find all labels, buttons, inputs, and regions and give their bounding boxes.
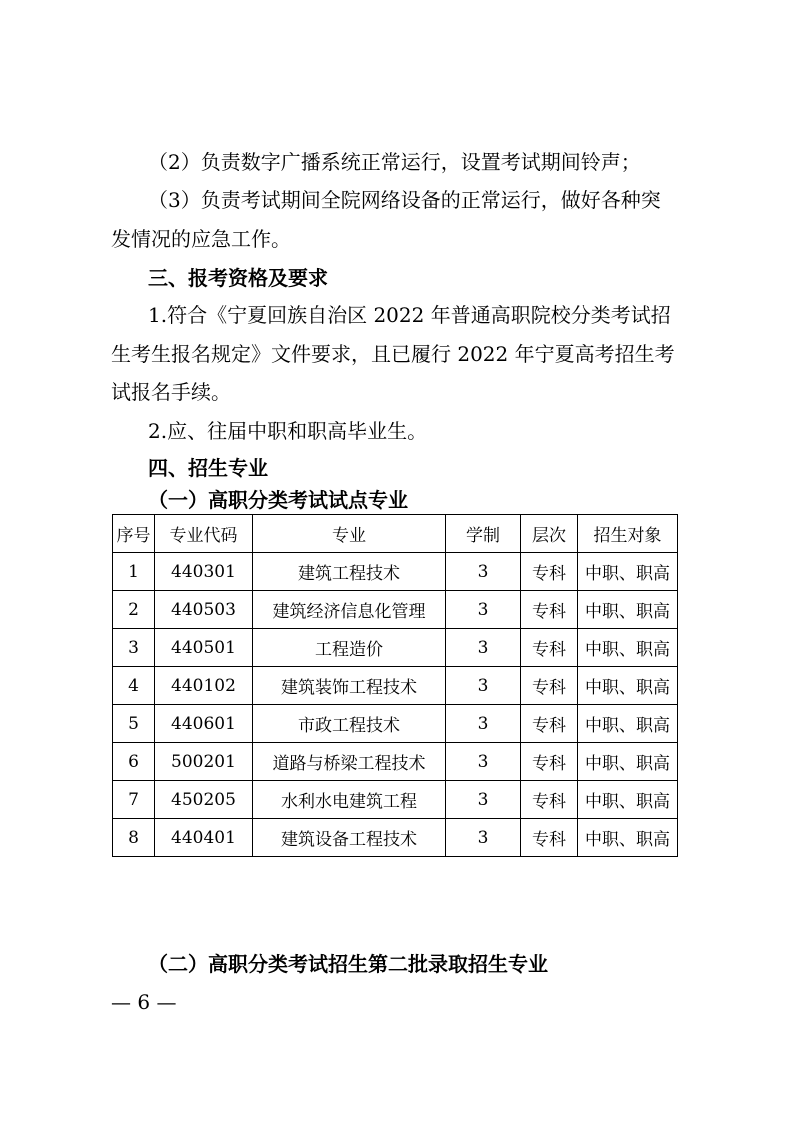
cell-index: 1 [113,553,155,591]
paragraph-requirement-1-line3: 试报名手续。 [111,380,231,404]
cell-index: 8 [113,819,155,857]
cell-level: 专科 [521,705,578,743]
cell-major-code: 440601 [155,705,253,743]
table-header-row [113,515,678,553]
header-target: 招生对象 [578,515,678,553]
header-duration: 学制 [446,515,521,553]
majors-table [112,514,678,857]
cell-level: 专科 [521,629,578,667]
table-row [113,819,678,857]
cell-index: 2 [113,591,155,629]
paragraph-digital-broadcast: （2）负责数字广播系统正常运行，设置考试期间铃声； [148,150,641,174]
cell-major: 市政工程技术 [253,705,446,743]
cell-major-code: 440401 [155,819,253,857]
section-heading-eligibility: 三、报考资格及要求 [148,266,328,290]
paragraph-network-line1: （3）负责考试期间全院网络设备的正常运行，做好各种突 [148,188,661,212]
cell-major: 水利水电建筑工程 [253,781,446,819]
cell-level: 专科 [521,591,578,629]
paragraph-network-line2: 发情况的应急工作。 [111,227,291,251]
cell-duration: 3 [446,591,521,629]
cell-index: 7 [113,781,155,819]
cell-index: 3 [113,629,155,667]
cell-index: 4 [113,667,155,705]
subheading-pilot-majors: （一）高职分类考试试点专业 [148,488,408,512]
cell-index: 6 [113,743,155,781]
cell-target: 中职、职高 [578,629,678,667]
cell-target: 中职、职高 [578,743,678,781]
cell-target: 中职、职高 [578,553,678,591]
header-major-code: 专业代码 [155,515,253,553]
cell-level: 专科 [521,553,578,591]
paragraph-requirement-1-line2: 生考生报名规定》文件要求，且已履行 2022 年宁夏高考招生考 [111,342,675,366]
cell-level: 专科 [521,819,578,857]
cell-major-code: 440301 [155,553,253,591]
cell-major: 建筑装饰工程技术 [253,667,446,705]
section-heading-majors: 四、招生专业 [148,456,268,480]
subheading-second-batch-majors: （二）高职分类考试招生第二批录取招生专业 [148,952,548,976]
table-row [113,591,678,629]
cell-duration: 3 [446,553,521,591]
cell-major-code: 440102 [155,667,253,705]
cell-major: 建筑工程技术 [253,553,446,591]
cell-index: 5 [113,705,155,743]
cell-target: 中职、职高 [578,819,678,857]
cell-target: 中职、职高 [578,781,678,819]
table-row [113,743,678,781]
table-row [113,553,678,591]
cell-duration: 3 [446,781,521,819]
cell-major: 建筑经济信息化管理 [253,591,446,629]
cell-major-code: 440501 [155,629,253,667]
cell-level: 专科 [521,667,578,705]
paragraph-requirement-2: 2.应、往届中职和职高毕业生。 [148,419,428,443]
cell-duration: 3 [446,743,521,781]
cell-major-code: 440503 [155,591,253,629]
cell-major-code: 450205 [155,781,253,819]
table-row [113,781,678,819]
cell-level: 专科 [521,781,578,819]
table-row [113,667,678,705]
page-number: — 6 — [111,990,177,1014]
cell-level: 专科 [521,743,578,781]
header-major: 专业 [253,515,446,553]
table-row [113,629,678,667]
header-index: 序号 [113,515,155,553]
paragraph-requirement-1-line1: 1.符合《宁夏回族自治区 2022 年普通高职院校分类考试招 [148,303,671,327]
cell-target: 中职、职高 [578,591,678,629]
cell-duration: 3 [446,819,521,857]
table-row [113,705,678,743]
cell-target: 中职、职高 [578,705,678,743]
cell-duration: 3 [446,667,521,705]
cell-duration: 3 [446,629,521,667]
cell-target: 中职、职高 [578,667,678,705]
cell-major: 道路与桥梁工程技术 [253,743,446,781]
cell-major-code: 500201 [155,743,253,781]
header-level: 层次 [521,515,578,553]
cell-duration: 3 [446,705,521,743]
cell-major: 工程造价 [253,629,446,667]
cell-major: 建筑设备工程技术 [253,819,446,857]
